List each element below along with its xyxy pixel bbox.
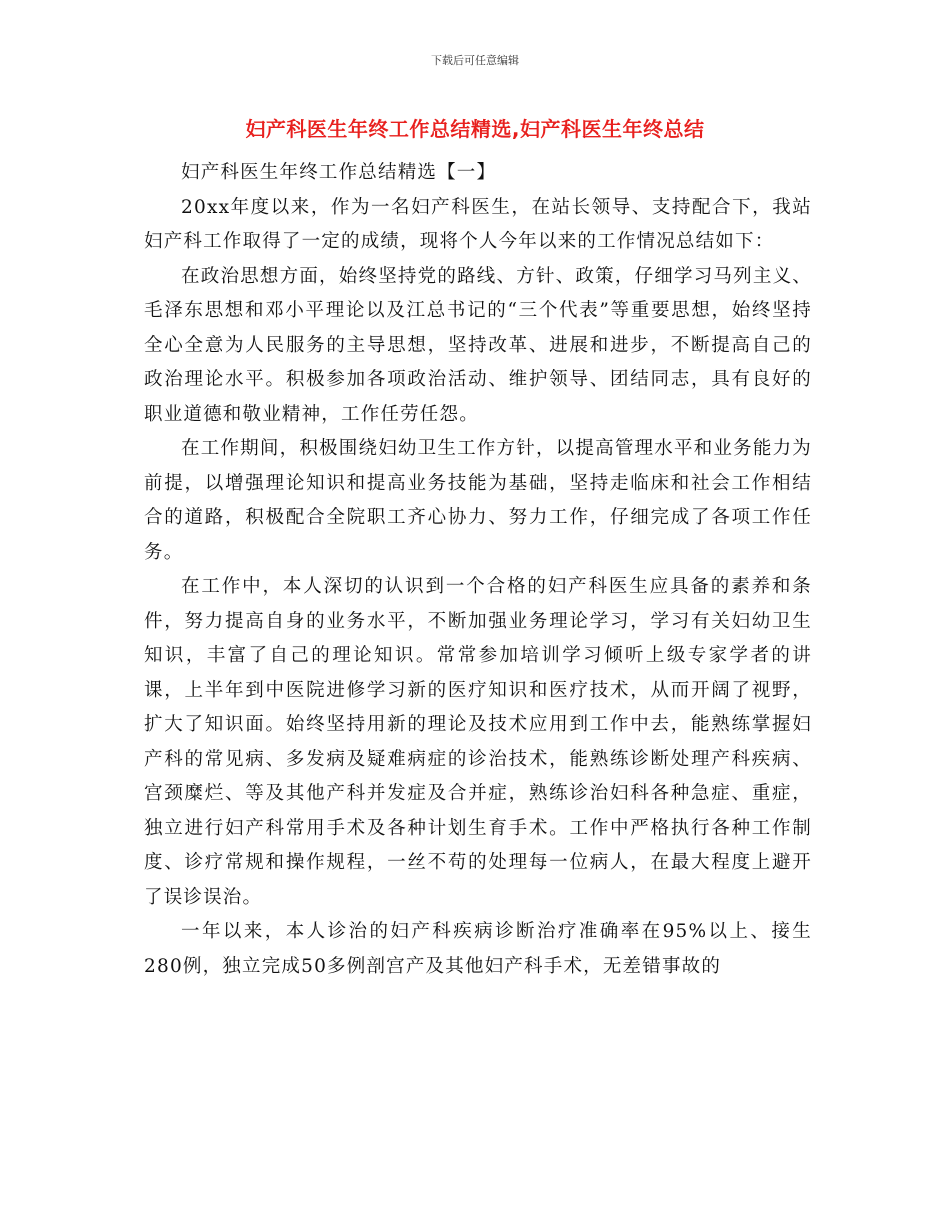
- paragraph: 在政治思想方面，始终坚持党的路线、方针、政策，仔细学习马列主义、毛泽东思想和邓小平理论以及江总书记的“三个代表”等重要思想，始终坚持全心全意为人民服务的主导思想，坚持改革、进展和进步，不断提高自己的政治理论水平。积极参加各项政治活动、维护领导、团结同志，具有良好的职业道德和敬业精神，工作任劳任怨。: [144, 265, 812, 425]
- paragraph: 一年以来，本人诊治的妇产科疾病诊断治疗准确率在95%以上、接生280例，独立完成50多例剖宫产及其他妇产科手术，无差错事故的: [144, 921, 812, 977]
- document-title: 妇产科医生年终工作总结精选,妇产科医生年终总结: [245, 117, 705, 141]
- section-heading: 妇产科医生年终工作总结精选【一】: [181, 162, 497, 183]
- document-body: [144, 156, 812, 984]
- paragraph: 在工作期间，积极围绕妇幼卫生工作方针，以提高管理水平和业务能力为前提，以增强理论知识和提高业务技能为基础，坚持走临床和社会工作相结合的道路，积极配合全院职工齐心协力、努力工作，仔细完成了各项工作任务。: [144, 438, 812, 563]
- paragraph: 20xx年度以来，作为一名妇产科医生，在站长领导、支持配合下，我站妇产科工作取得了一定的成绩，现将个人今年以来的工作情况总结如下：: [144, 196, 812, 252]
- paragraph: 在工作中，本人深切的认识到一个合格的妇产科医生应具备的素养和条件，努力提高自身的业务水平，不断加强业务理论学习，学习有关妇幼卫生知识，丰富了自己的理论知识。常常参加培训学习倾听上级专家学者的讲课，上半年到中医院进修学习新的医疗知识和医疗技术，从而开阔了视野，扩大了知识面。始终坚持用新的理论及技术应用到工作中去，能熟练掌握妇产科的常见病、多发病及疑难病症的诊治技术，能熟练诊断处理产科疾病、宫颈糜烂、等及其他产科并发症及合并症，熟练诊治妇科各种急症、重症，独立进行妇产科常用手术及各种计划生育手术。工作中严格执行各种工作制度、诊疗常规和操作规程，一丝不苟的处理每一位病人，在最大程度上避开了误诊误治。: [144, 576, 812, 908]
- header-note: 下载后可任意编辑: [431, 54, 519, 67]
